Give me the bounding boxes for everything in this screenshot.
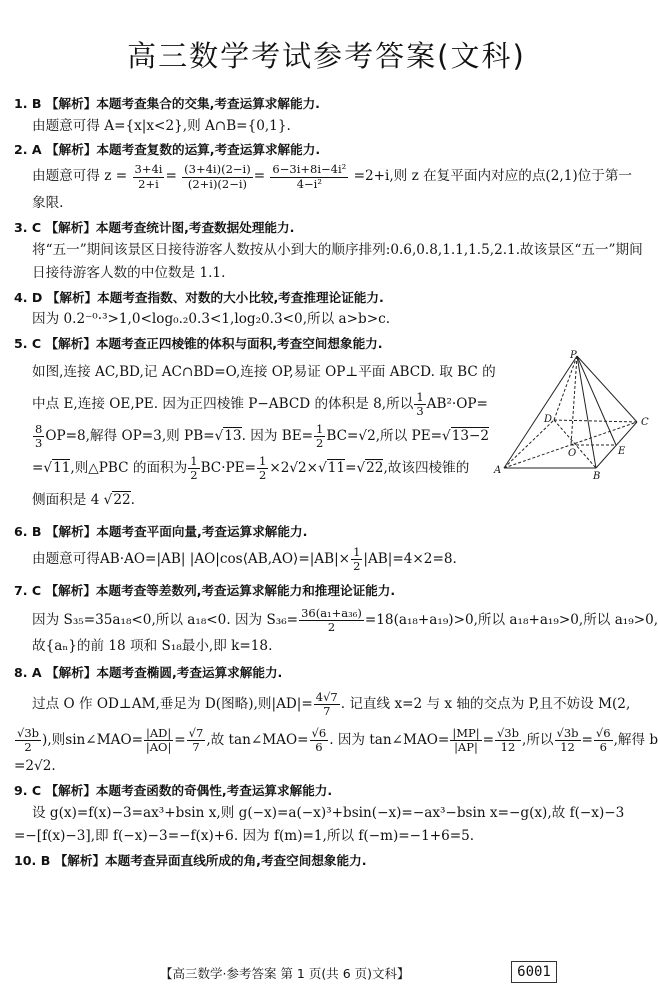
label-p: P xyxy=(570,350,577,362)
question-5-heading: 5. C 【解析】本题考查正四棱锥的体积与面积,考查空间想象能力. xyxy=(14,336,383,352)
fraction: $\frac{(3+4i)(2-i)}{(2+i)(2-i)}$ xyxy=(184,162,251,191)
label-o: O xyxy=(568,448,577,460)
fraction: $\frac{\text{36(a₁+a₃₆)}}{2}$ xyxy=(301,605,362,635)
fraction: $\frac{|AD|}{|AO|}$ xyxy=(145,725,172,754)
question-8-line-1: 过点 O 作 OD⊥AM,垂足为 D(图略),则|AD|= $\frac{4√7}{7}$ . 记直线 x=2 与 x 轴的交点为 P,且不妨设 M(2, xyxy=(32,690,631,719)
question-3-line-2: 日接待游客人数的中位数是 1.1. xyxy=(32,264,226,281)
page-title: 高三数学考试参考答案(文科) xyxy=(127,39,526,73)
question-8-line-2: $\frac{√3b}{2}$ ),则sin∠MAO= $\frac{|AD|}{|AO|}$ = $\frac{√7}{7}$ ,故 tan∠MAO= $\frac{√6}{6}$ . 因为 tan∠MAO= $\frac{|MP|}{|AP|}$ = $\frac{√3b}{12}$ ,所以 $\frac{√3b}{12}$ = $\frac{√6}{6}$ ,解得 b xyxy=(17,725,658,754)
question-7-line-2: 故{aₙ}的前 18 项和 S₁₈最小,即 k=18. xyxy=(32,638,273,655)
question-5-line-1: 如图,连接 AC,BD,记 AC∩BD=O,连接 OP,易证 OP⊥平面 ABCD. 取 BC 的 xyxy=(32,364,496,381)
question-10 xyxy=(14,853,639,869)
question-9-line-1: 设 g(x)=f(x)−3=ax³+bsin x,则 g(−x)=a(−x)³+bsin(−x)=−ax³−bsin x=−g(x),故 f(−x)−3 xyxy=(32,804,625,821)
fraction: $\frac{1}{3}$ xyxy=(416,389,424,419)
question-4-line: 因为 0.2⁻⁰·³>1,0<log₀.₂0.3<1,log₂0.3<0,所以 a>b>c. xyxy=(32,311,391,328)
fraction: $\frac{√6}{6}$ xyxy=(311,725,327,754)
fraction: $\frac{1}{2}$ xyxy=(353,544,361,573)
fraction: $\frac{\text{6−3i+8i−4i²}}{\text{4−i²}}$ xyxy=(272,162,347,191)
page-footer: 【高三数学·参考答案 第 1 页(共 6 页)文科】 xyxy=(160,966,410,981)
question-8 xyxy=(14,665,658,775)
fraction: $\frac{|MP|}{|AP|}$ xyxy=(452,725,480,754)
question-9-line-2: =−[f(x)−3],即 f(−x)−3=−f(x)+6. 因为 f(m)=1,所以 f(−m)=−1+6=5. xyxy=(14,827,475,844)
question-8-line-3: =2√2. xyxy=(14,757,56,774)
question-3 xyxy=(14,219,643,282)
question-10-heading: 10. B 【解析】本题考查异面直线所成的角,考查空间想象能力. xyxy=(14,852,367,868)
fraction: $\frac{√3b}{12}$ xyxy=(496,725,519,754)
fraction: $\frac{√3b}{2}$ xyxy=(17,725,40,754)
question-2-line: 由题意可得 z = $\frac{3+4i}{2+i}$ = $\frac{(3+4i)(2-i)}{(2+i)(2-i)}$ = $\frac{\text{6−3i+8i−4i²}}{\text{4−i²}}$ =2+i,则 z 在复平面内对应的点(2,1)位于第一 xyxy=(32,162,633,191)
question-9-heading: 9. C 【解析】本题考查函数的奇偶性,考查运算求解能力. xyxy=(14,782,333,798)
question-7 xyxy=(14,583,658,655)
fraction: $\frac{4√7}{7}$ xyxy=(315,690,338,719)
question-1-line: 由题意可得 A={x|x<2},则 A∩B={0,1}. xyxy=(32,117,291,134)
question-3-line-1: 将“五一”期间该景区日接待游客人数按从小到大的顺序排列:0.6,0.8,1.1,1.5,2.1.故该景区“五一”期间 xyxy=(32,241,643,258)
fraction: $\frac{3+4i}{2+i}$ xyxy=(134,162,163,191)
question-1 xyxy=(14,96,639,135)
question-8-heading: 8. A 【解析】本题考查椭圆,考查运算求解能力. xyxy=(14,665,283,681)
fraction: $\frac{√7}{7}$ xyxy=(188,725,204,754)
fraction: $\frac{√6}{6}$ xyxy=(595,725,611,754)
question-5-line-3: $\frac{8}{3}$ OP=8,解得 OP=3,则 PB=√13. 因为 BE= $\frac{1}{2}$ BC=√2,所以 PE=√13−2 xyxy=(35,421,490,451)
question-5-line-2: 中点 E,连接 OE,PE. 因为正四棱锥 P−ABCD 的体积是 8,所以 $\frac{1}{3}$ AB²·OP= xyxy=(32,389,488,419)
fraction: $\frac{1}{2}$ xyxy=(316,421,324,451)
question-4-heading: 4. D 【解析】本题考查指数、对数的大小比较,考查推理论证能力. xyxy=(14,289,384,305)
answer-content xyxy=(14,96,658,868)
pyramid-figure xyxy=(492,350,652,483)
question-5 xyxy=(14,336,649,518)
fraction: $\frac{1}{2}$ xyxy=(190,453,198,483)
question-4 xyxy=(14,290,639,329)
question-1-heading: 1. B 【解析】本题考查集合的交集,考查运算求解能力. xyxy=(14,96,320,111)
label-e: E xyxy=(618,446,626,458)
fraction: $\frac{√3b}{12}$ xyxy=(556,725,579,754)
label-b: B xyxy=(593,471,601,483)
question-6-heading: 6. B 【解析】本题考查平面向量,考查运算求解能力. xyxy=(14,524,308,540)
question-2-heading: 2. A 【解析】本题考查复数的运算,考查运算求解能力. xyxy=(14,141,321,157)
fraction: $\frac{8}{3}$ xyxy=(35,421,43,451)
label-c: C xyxy=(641,417,649,429)
question-6 xyxy=(14,524,639,573)
document-code: 6001 xyxy=(511,961,557,983)
question-2-line-2: 象限. xyxy=(32,194,64,211)
question-5-line-5: 侧面积是 4 √22. xyxy=(32,492,135,509)
question-5-body xyxy=(14,350,649,518)
question-3-heading: 3. C 【解析】本题考查统计图,考查数据处理能力. xyxy=(14,219,295,235)
label-a: A xyxy=(494,465,502,477)
label-d: D xyxy=(544,414,553,426)
question-6-line: 由题意可得AB·AO=|AB| |AO|cos⟨AB,AO⟩=|AB|× $\frac{1}{2}$ |AB|=4×2=8. xyxy=(32,544,457,573)
question-2 xyxy=(14,142,639,212)
question-7-line-1: 因为 S₃₅=35a₁₈<0,所以 a₁₈<0. 因为 S₃₆= $\frac{\text{36(a₁+a₃₆)}}{2}$ =18(a₁₈+a₁₉)>0,所以 a₁₈+a₁₉>0,所以 a₁₉>0, xyxy=(32,605,658,635)
fraction: $\frac{1}{2}$ xyxy=(259,453,267,483)
question-5-line-4: =√11,则△PBC 的面积为 $\frac{1}{2}$ BC·PE= $\frac{1}{2}$ ×2√2×√11=√22,故该四棱锥的 xyxy=(32,453,470,483)
question-9 xyxy=(14,783,639,845)
question-7-heading: 7. C 【解析】本题考查等差数列,考查运算求解能力和推理论证能力. xyxy=(14,583,396,599)
